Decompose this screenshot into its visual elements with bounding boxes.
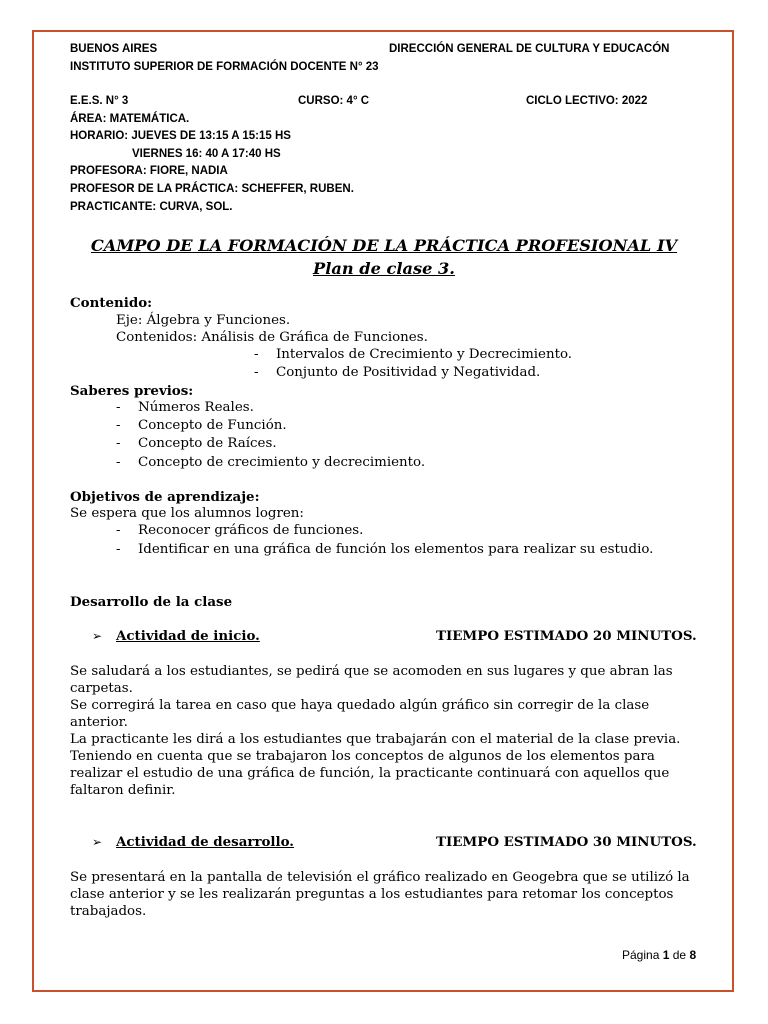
header-direction: DIRECCIÓN GENERAL DE CULTURA Y EDUCACÓN xyxy=(389,43,670,55)
page-of: de xyxy=(672,948,687,962)
header-cycle: CICLO LECTIVO: 2022 xyxy=(526,95,648,107)
list-bullet: - xyxy=(116,523,121,538)
paragraph-line: realizar el estudio de una gráfica de función, la practicante continuará con aquellos que xyxy=(70,766,670,781)
paragraph-line: faltaron definir. xyxy=(70,783,176,798)
actividad-inicio-label: Actividad de inicio. xyxy=(116,628,260,644)
page-total: 8 xyxy=(689,948,697,962)
list-item: Números Reales. xyxy=(138,400,254,415)
page-subtitle: Plan de clase 3. xyxy=(313,259,455,278)
list-bullet: - xyxy=(116,400,121,415)
actividad-desarrollo-time: TIEMPO ESTIMADO 30 MINUTOS. xyxy=(436,834,697,850)
paragraph-line: La practicante les dirá a los estudiantes que trabajarán con el material de la clase previa. xyxy=(70,732,681,747)
header-teacher: PROFESORA: FIORE, NADIA xyxy=(70,165,228,177)
header-area: ÁREA: MATEMÁTICA. xyxy=(70,113,190,125)
list-item: Concepto de Raíces. xyxy=(138,436,277,451)
objetivos-intro: Se espera que los alumnos logren: xyxy=(70,506,304,521)
list-bullet: - xyxy=(116,418,121,433)
paragraph-line: Se corregirá la tarea en caso que haya quedado algún gráfico sin corregir de la clase xyxy=(70,698,650,713)
paragraph-line: carpetas. xyxy=(70,681,133,696)
header-school: E.E.S. N° 3 xyxy=(70,95,129,107)
header-schedule-2: VIERNES 16: 40 A 17:40 HS xyxy=(132,148,281,160)
page-title: CAMPO DE LA FORMACIÓN DE LA PRÁCTICA PROFESIONAL IV xyxy=(90,236,678,255)
list-bullet: - xyxy=(254,365,259,380)
page-label: Página xyxy=(622,948,660,962)
list-item: Reconocer gráficos de funciones. xyxy=(138,523,364,538)
paragraph-line: anterior. xyxy=(70,715,128,730)
arrow-bullet-icon: ➢ xyxy=(92,835,103,849)
list-item: Conjunto de Positividad y Negatividad. xyxy=(276,365,541,380)
contenido-contenidos: Contenidos: Análisis de Gráfica de Funciones. xyxy=(116,330,428,345)
desarrollo-heading: Desarrollo de la clase xyxy=(70,594,233,610)
contenido-eje: Eje: Álgebra y Funciones. xyxy=(116,313,291,328)
paragraph-line: Teniendo en cuenta que se trabajaron los conceptos de algunos de los elementos para xyxy=(70,749,655,764)
list-item: Identificar en una gráfica de función los elementos para realizar su estudio. xyxy=(138,542,654,557)
objetivos-heading: Objetivos de aprendizaje: xyxy=(70,489,260,505)
list-bullet: - xyxy=(116,436,121,451)
list-item: Concepto de Función. xyxy=(138,418,287,433)
actividad-desarrollo-label: Actividad de desarrollo. xyxy=(116,834,294,850)
list-item: Concepto de crecimiento y decrecimiento. xyxy=(138,455,426,470)
header-trainee: PRACTICANTE: CURVA, SOL. xyxy=(70,201,233,213)
list-item: Intervalos de Crecimiento y Decrecimiento. xyxy=(276,347,573,362)
header-city: BUENOS AIRES xyxy=(70,43,158,55)
paragraph-line: trabajados. xyxy=(70,904,147,919)
actividad-inicio-time: TIEMPO ESTIMADO 20 MINUTOS. xyxy=(436,628,697,644)
header-course: CURSO: 4° C xyxy=(298,95,370,107)
header-practice-teacher: PROFESOR DE LA PRÁCTICA: SCHEFFER, RUBEN. xyxy=(70,183,354,195)
arrow-bullet-icon: ➢ xyxy=(92,629,103,643)
saberes-heading: Saberes previos: xyxy=(70,383,194,399)
paragraph-line: Se presentará en la pantalla de televisión el gráfico realizado en Geogebra que se utilizó la xyxy=(70,870,690,885)
paragraph-line: clase anterior y se les realizarán preguntas a los estudiantes para retomar los conceptos xyxy=(70,887,674,902)
page-number xyxy=(622,947,696,963)
header-schedule-1: HORARIO: JUEVES DE 13:15 A 15:15 HS xyxy=(70,130,291,142)
header-institute: INSTITUTO SUPERIOR DE FORMACIÓN DOCENTE N° 23 xyxy=(70,61,379,73)
list-bullet: - xyxy=(116,455,121,470)
contenido-heading: Contenido: xyxy=(70,295,153,311)
paragraph-line: Se saludará a los estudiantes, se pedirá que se acomoden en sus lugares y que abran las xyxy=(70,664,673,679)
page-current: 1 xyxy=(662,948,670,962)
list-bullet: - xyxy=(254,347,259,362)
list-bullet: - xyxy=(116,542,121,557)
